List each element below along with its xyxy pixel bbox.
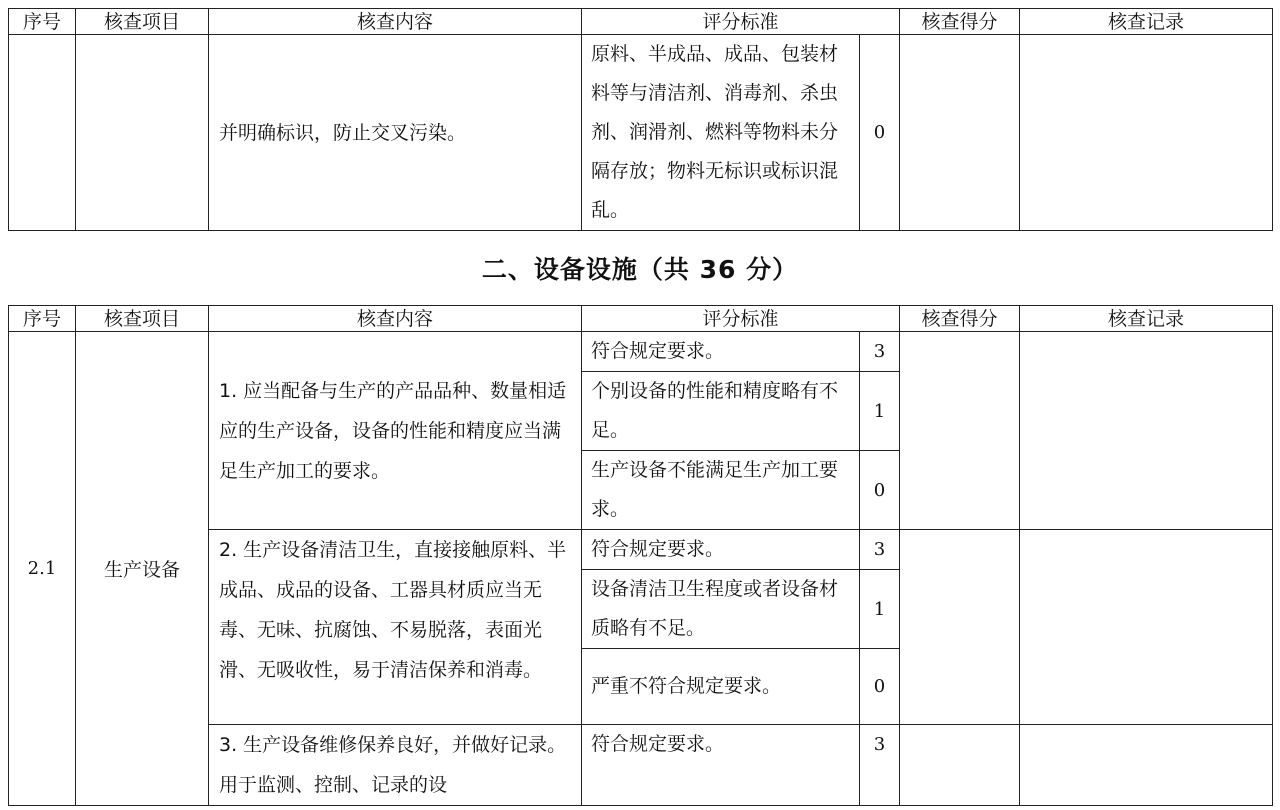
cell-criteria: 个别设备的性能和精度略有不足。 [582,372,860,451]
table-row [9,332,1273,372]
cell-record [1020,530,1273,725]
cell-criteria: 生产设备不能满足生产加工要求。 [582,451,860,530]
cell-content: 3. 生产设备维修保养良好，并做好记录。用于监测、控制、记录的设 [209,725,582,806]
cell-points: 0 [860,649,900,725]
cell-record [1020,35,1273,231]
cell-content: 1. 应当配备与生产的产品品种、数量相适应的生产设备，设备的性能和精度应当满足生产加工的要求。 [209,332,582,530]
table-continued [8,8,1273,231]
cell-criteria: 原料、半成品、成品、包装材料等与清洁剂、消毒剂、杀虫剂、润滑剂、燃料等物料未分隔存放；物料无标识或标识混乱。 [582,35,860,231]
table-header-row [9,306,1273,332]
cell-criteria: 符合规定要求。 [582,530,860,570]
table-equipment [8,305,1273,806]
cell-points: 1 [860,372,900,451]
header-criteria: 评分标准 [582,9,900,35]
header-num: 序号 [9,306,76,332]
cell-score [900,725,1020,806]
table-row [9,35,1273,231]
cell-record [1020,332,1273,530]
cell-points: 3 [860,530,900,570]
cell-points: 0 [860,35,900,231]
header-record: 核查记录 [1020,306,1273,332]
cell-num: 2.1 [9,332,76,806]
cell-record [1020,725,1273,806]
header-item: 核查项目 [76,9,209,35]
cell-item: 生产设备 [76,332,209,806]
cell-num [9,35,76,231]
header-criteria: 评分标准 [582,306,900,332]
cell-score [900,332,1020,530]
header-score: 核查得分 [900,306,1020,332]
header-item: 核查项目 [76,306,209,332]
cell-content: 2. 生产设备清洁卫生，直接接触原料、半成品、成品的设备、工器具材质应当无毒、无味、抗腐蚀、不易脱落，表面光滑、无吸收性，易于清洁保养和消毒。 [209,530,582,725]
cell-criteria: 符合规定要求。 [582,332,860,372]
cell-item [76,35,209,231]
cell-points: 0 [860,451,900,530]
section-title: 二、设备设施（共 36 分） [481,255,799,284]
header-content: 核查内容 [209,9,582,35]
table-header-row [9,9,1273,35]
header-content: 核查内容 [209,306,582,332]
cell-criteria: 设备清洁卫生程度或者设备材质略有不足。 [582,570,860,649]
cell-points: 3 [860,725,900,806]
cell-points: 3 [860,332,900,372]
cell-points: 1 [860,570,900,649]
cell-criteria: 符合规定要求。 [582,725,860,806]
header-record: 核查记录 [1020,9,1273,35]
header-num: 序号 [9,9,76,35]
cell-score [900,530,1020,725]
cell-score [900,35,1020,231]
cell-content: 并明确标识，防止交叉污染。 [209,35,582,231]
header-score: 核查得分 [900,9,1020,35]
cell-criteria: 严重不符合规定要求。 [582,649,860,725]
